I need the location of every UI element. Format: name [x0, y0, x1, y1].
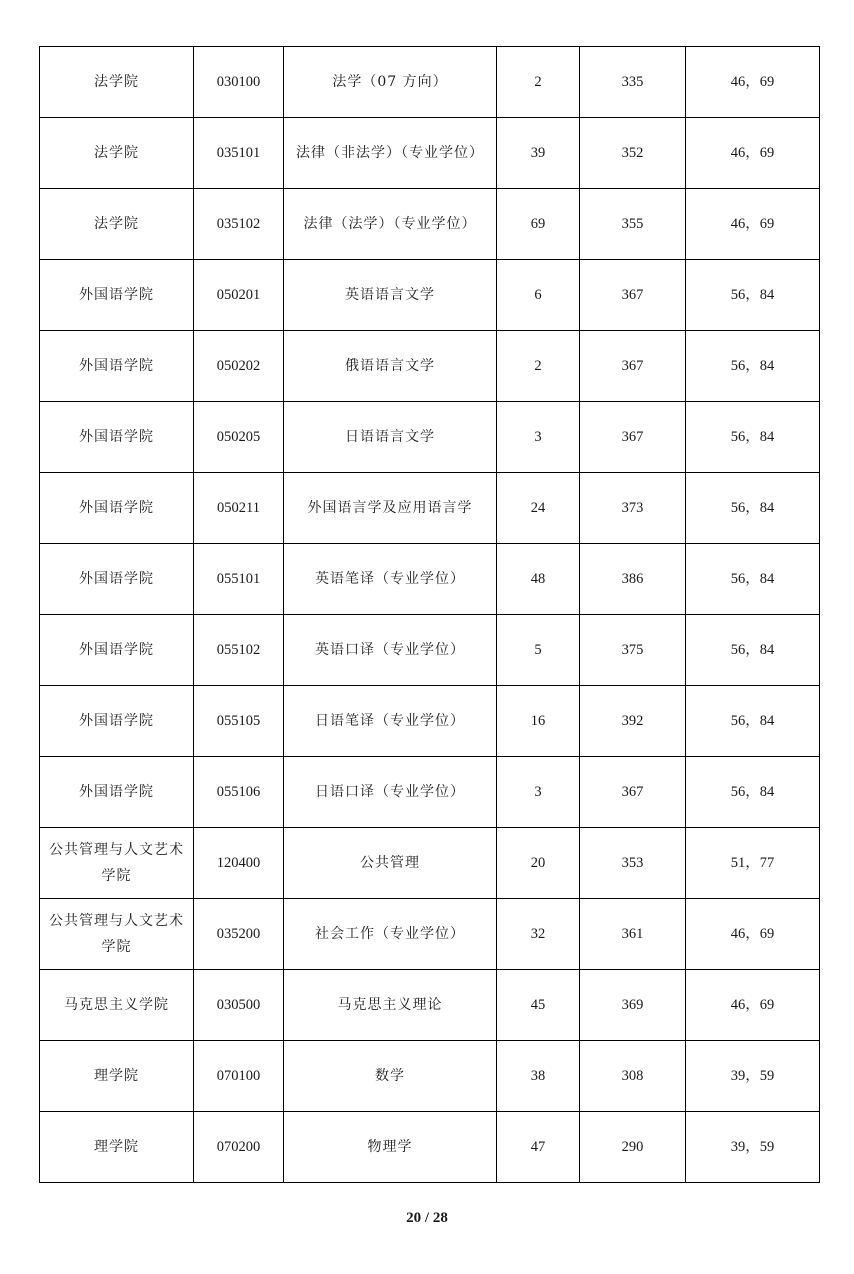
total-score-cell: 386	[580, 544, 686, 615]
table-row	[40, 331, 820, 402]
total-score-cell: 335	[580, 47, 686, 118]
college-cell: 法学院	[40, 47, 194, 118]
quota-cell: 48	[497, 544, 580, 615]
major-name-cell: 公共管理	[284, 828, 497, 899]
quota-cell: 24	[497, 473, 580, 544]
college-cell: 外国语学院	[40, 260, 194, 331]
major-code-cell: 035200	[194, 899, 284, 970]
college-cell: 法学院	[40, 189, 194, 260]
score-table	[39, 46, 820, 1183]
table-row	[40, 970, 820, 1041]
single-score-cell: 51，77	[686, 828, 820, 899]
quota-cell: 69	[497, 189, 580, 260]
college-cell: 理学院	[40, 1041, 194, 1112]
total-score-cell: 369	[580, 970, 686, 1041]
single-score-cell: 46，69	[686, 47, 820, 118]
major-code-cell: 035102	[194, 189, 284, 260]
major-name-cell: 外国语言学及应用语言学	[284, 473, 497, 544]
table-row	[40, 686, 820, 757]
table-row	[40, 402, 820, 473]
college-cell: 外国语学院	[40, 544, 194, 615]
table-row	[40, 189, 820, 260]
total-score-cell: 290	[580, 1112, 686, 1183]
major-name-cell: 日语语言文学	[284, 402, 497, 473]
major-code-cell: 120400	[194, 828, 284, 899]
major-code-cell: 030500	[194, 970, 284, 1041]
total-score-cell: 308	[580, 1041, 686, 1112]
table-row	[40, 828, 820, 899]
major-name-cell: 英语笔译（专业学位）	[284, 544, 497, 615]
total-score-cell: 375	[580, 615, 686, 686]
single-score-cell: 39，59	[686, 1041, 820, 1112]
single-score-cell: 56，84	[686, 473, 820, 544]
quota-cell: 2	[497, 331, 580, 402]
major-name-cell: 法学（07 方向）	[284, 47, 497, 118]
college-cell: 外国语学院	[40, 331, 194, 402]
major-code-cell: 070200	[194, 1112, 284, 1183]
major-name-cell: 俄语语言文学	[284, 331, 497, 402]
major-code-cell: 050202	[194, 331, 284, 402]
college-cell: 公共管理与人文艺术学院	[40, 899, 194, 970]
major-code-cell: 070100	[194, 1041, 284, 1112]
college-cell: 公共管理与人文艺术学院	[40, 828, 194, 899]
major-code-cell: 050211	[194, 473, 284, 544]
total-score-cell: 353	[580, 828, 686, 899]
total-score-cell: 352	[580, 118, 686, 189]
single-score-cell: 56，84	[686, 331, 820, 402]
table-row	[40, 1112, 820, 1183]
major-name-cell: 日语口译（专业学位）	[284, 757, 497, 828]
quota-cell: 47	[497, 1112, 580, 1183]
quota-cell: 32	[497, 899, 580, 970]
total-score-cell: 361	[580, 899, 686, 970]
total-score-cell: 367	[580, 402, 686, 473]
quota-cell: 16	[497, 686, 580, 757]
quota-cell: 39	[497, 118, 580, 189]
quota-cell: 3	[497, 757, 580, 828]
quota-cell: 20	[497, 828, 580, 899]
table-row	[40, 757, 820, 828]
quota-cell: 45	[497, 970, 580, 1041]
table-row	[40, 1041, 820, 1112]
college-cell: 外国语学院	[40, 402, 194, 473]
single-score-cell: 46，69	[686, 189, 820, 260]
table-row	[40, 899, 820, 970]
college-cell: 外国语学院	[40, 757, 194, 828]
major-code-cell: 055106	[194, 757, 284, 828]
table-row	[40, 260, 820, 331]
table-row	[40, 473, 820, 544]
single-score-cell: 39，59	[686, 1112, 820, 1183]
single-score-cell: 46，69	[686, 899, 820, 970]
college-cell: 理学院	[40, 1112, 194, 1183]
single-score-cell: 56，84	[686, 757, 820, 828]
table-row	[40, 118, 820, 189]
single-score-cell: 56，84	[686, 544, 820, 615]
total-score-cell: 373	[580, 473, 686, 544]
major-code-cell: 050205	[194, 402, 284, 473]
total-score-cell: 392	[580, 686, 686, 757]
total-score-cell: 367	[580, 260, 686, 331]
major-code-cell: 055102	[194, 615, 284, 686]
major-name-cell: 法律（非法学）（专业学位）	[284, 118, 497, 189]
college-cell: 法学院	[40, 118, 194, 189]
major-code-cell: 030100	[194, 47, 284, 118]
quota-cell: 6	[497, 260, 580, 331]
single-score-cell: 56，84	[686, 615, 820, 686]
college-cell: 外国语学院	[40, 473, 194, 544]
quota-cell: 38	[497, 1041, 580, 1112]
major-name-cell: 日语笔译（专业学位）	[284, 686, 497, 757]
page-number: 20 / 28	[406, 1210, 448, 1226]
single-score-cell: 56，84	[686, 402, 820, 473]
single-score-cell: 56，84	[686, 686, 820, 757]
major-name-cell: 物理学	[284, 1112, 497, 1183]
table-row	[40, 615, 820, 686]
major-name-cell: 数学	[284, 1041, 497, 1112]
quota-cell: 3	[497, 402, 580, 473]
major-name-cell: 法律（法学）（专业学位）	[284, 189, 497, 260]
table-row	[40, 544, 820, 615]
single-score-cell: 56，84	[686, 260, 820, 331]
total-score-cell: 367	[580, 331, 686, 402]
major-name-cell: 马克思主义理论	[284, 970, 497, 1041]
single-score-cell: 46，69	[686, 118, 820, 189]
major-name-cell: 英语语言文学	[284, 260, 497, 331]
college-cell: 马克思主义学院	[40, 970, 194, 1041]
major-code-cell: 035101	[194, 118, 284, 189]
major-code-cell: 055105	[194, 686, 284, 757]
quota-cell: 5	[497, 615, 580, 686]
table-row	[40, 47, 820, 118]
major-name-cell: 社会工作（专业学位）	[284, 899, 497, 970]
single-score-cell: 46，69	[686, 970, 820, 1041]
total-score-cell: 355	[580, 189, 686, 260]
quota-cell: 2	[497, 47, 580, 118]
major-name-cell: 英语口译（专业学位）	[284, 615, 497, 686]
college-cell: 外国语学院	[40, 615, 194, 686]
major-code-cell: 055101	[194, 544, 284, 615]
major-code-cell: 050201	[194, 260, 284, 331]
total-score-cell: 367	[580, 757, 686, 828]
table-body	[40, 47, 820, 1183]
college-cell: 外国语学院	[40, 686, 194, 757]
